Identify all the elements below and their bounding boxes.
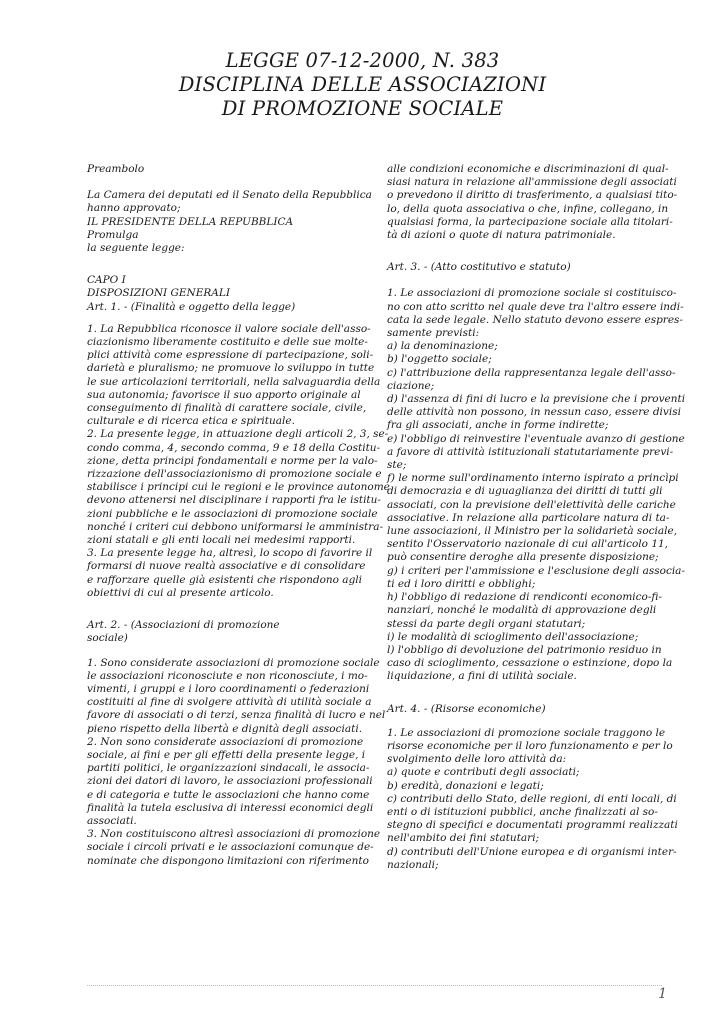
text-line: zioni statali e gli enti locali nei medesimi rapporti.: [87, 534, 356, 547]
text-line: d) l'assenza di fini di lucro e la previsione che i proventi: [387, 393, 686, 406]
capo-number: CAPO I: [87, 274, 126, 287]
title-line: DISCIPLINA DELLE ASSOCIAZIONI: [178, 73, 547, 96]
text-line: d) contributi dell'Unione europea e di organismi inter-: [387, 845, 677, 858]
text-line: sociale i circoli privati e le associazioni comunque de-: [87, 841, 374, 854]
text-line: ciazionismo liberamente costituito e delle sue molte-: [87, 336, 368, 349]
text-line: f) le norme sull'ordinamento interno ispirato a princìpi: [387, 472, 679, 485]
text-line: sociale, ai fini e per gli effetti della presente legge, i: [87, 748, 366, 761]
art1-heading: Art. 1. - (Finalità e oggetto della legge): [87, 300, 296, 313]
text-line: siasi natura in relazione all'ammissione degli associati: [387, 176, 677, 189]
text-line: h) l'obbligo di redazione di rendiconti economico-fi-: [387, 591, 662, 604]
text-line: La Camera dei deputati ed il Senato della Repubblica: [87, 189, 372, 202]
text-line: ciazione;: [387, 379, 435, 392]
text-line: enti o di istituzioni pubblici, anche finalizzati al so-: [387, 805, 658, 818]
text-line: l) l'obbligo di devoluzione del patrimonio residuo in: [387, 643, 662, 656]
left-column: [87, 163, 390, 868]
text-line: c) l'attribuzione della rappresentanza legale dell'asso-: [387, 366, 676, 379]
text-line: ti ed i loro diritti e obblighi;: [387, 577, 536, 590]
title-line: LEGGE 07-12-2000, N. 383: [225, 49, 500, 72]
text-line: zioni pubbliche e le associazioni di promozione sociale: [87, 507, 378, 520]
text-line: g) i criteri per l'ammissione e l'esclusione degli associa-: [387, 564, 685, 577]
text-line: i) le modalità di scioglimento dell'associazione;: [387, 630, 639, 643]
text-line: 1. Sono considerate associazioni di promozione sociale: [87, 656, 380, 669]
text-line: darietà e pluralismo; ne promuove lo sviluppo in tutte: [87, 362, 375, 375]
title-line: DI PROMOZIONE SOCIALE: [221, 97, 504, 120]
text-line: lo, della quota associativa o che, infine, collegano, in: [387, 202, 669, 215]
text-line: 2. Non sono considerate associazioni di promozione: [87, 735, 364, 748]
text-line: le sue articolazioni territoriali, nella salvaguardia della: [87, 375, 381, 388]
art4-text: [387, 726, 678, 872]
text-line: cata la sede legale. Nello statuto devono essere espres-: [387, 313, 683, 326]
text-line: nell'ambito dei fini statutari;: [387, 832, 540, 845]
text-line: o prevedono il diritto di trasferimento, a qualsiasi tito-: [387, 189, 678, 202]
text-line: 3. Non costituiscono altresì associazioni di promozione: [87, 828, 381, 841]
text-line: lune associazioni, il Ministro per la solidarietà sociale,: [387, 525, 678, 538]
text-line: associati.: [87, 814, 137, 827]
text-line: a favore di attività istituzionali statutariamente previ-: [387, 445, 674, 458]
text-line: plici attività come espressione di partecipazione, soli-: [87, 349, 374, 362]
text-line: obiettivi di cui al presente articolo.: [87, 586, 274, 599]
art2-heading-line: Art. 2. - (Associazioni di promozione: [87, 619, 280, 632]
preamble-text: [87, 189, 375, 255]
art3-text: [387, 287, 686, 683]
text-line: a) quote e contributi degli associati;: [387, 766, 580, 779]
text-line: 1. La Repubblica riconosce il valore sociale dell'asso-: [87, 322, 371, 335]
text-line: partiti politici, le organizzazioni sindacali, le associa-: [87, 762, 370, 775]
text-line: qualsiasi forma, la partecipazione sociale alla titolari-: [387, 215, 673, 228]
text-line: condo comma, 4, secondo comma, 9 e 18 della Costitu-: [87, 441, 381, 454]
text-line: nonché i criteri cui debbono uniformarsi le amministra-: [87, 520, 384, 533]
text-line: caso di scioglimento, cessazione o estinzione, dopo la: [387, 657, 673, 670]
text-line: la seguente legge:: [87, 242, 185, 255]
text-line: 3. La presente legge ha, altresì, lo scopo di favorire il: [87, 547, 373, 560]
art2-text: [87, 656, 386, 868]
text-line: pieno rispetto della libertà e dignità degli associati.: [87, 722, 363, 735]
text-line: culturale e di ricerca etica e spirituale.: [87, 415, 295, 428]
text-line: nanziari, nonché le modalità di approvazione degli: [387, 604, 657, 617]
text-line: formarsi di nuove realtà associative e di consolidare: [87, 560, 366, 573]
text-line: nominate che dispongono limitazioni con riferimento: [87, 854, 369, 867]
text-line: le associazioni riconosciute e non riconosciute, i mo-: [87, 669, 368, 682]
text-line: svolgimento delle loro attività da:: [387, 753, 567, 766]
art2-continued-text: [387, 163, 678, 242]
text-line: devono attenersi nel disciplinare i rapporti fra le istitu-: [87, 494, 381, 507]
text-line: zione, detta principi fondamentali e norme per la valo-: [87, 454, 378, 467]
text-line: 1. Le associazioni di promozione sociale traggono le: [387, 726, 666, 739]
text-line: finalità la tutela esclusiva di interessi economici degli: [87, 801, 374, 814]
text-line: samente previsti:: [387, 327, 480, 340]
text-line: liquidazione, a fini di utilità sociale.: [387, 670, 577, 683]
art1-text: [87, 322, 390, 600]
text-line: favore di associati o di terzi, senza finalità di lucro e nel: [87, 709, 386, 722]
text-line: e di categoria e tutte le associazioni che hanno come: [87, 788, 370, 801]
text-line: 1. Le associazioni di promozione sociale si costituisco-: [387, 287, 677, 300]
text-line: Promulga: [87, 228, 139, 241]
text-line: vimenti, i gruppi e i loro coordinamenti o federazioni: [87, 682, 370, 695]
footer-divider: [87, 985, 662, 986]
text-line: stegno di specifici e documentati programmi realizzati: [387, 819, 678, 832]
text-line: e rafforzare quelle già esistenti che rispondono agli: [87, 573, 363, 586]
text-line: alle condizioni economiche e discriminazioni di qual-: [387, 163, 669, 175]
text-line: IL PRESIDENTE DELLA REPUBBLICA: [87, 215, 294, 228]
text-line: ste;: [387, 459, 407, 472]
text-line: nazionali;: [387, 858, 439, 871]
art4-heading: Art. 4. - (Risorse economiche): [387, 702, 546, 715]
text-line: sua autonomia; favorisce il suo apporto originale al: [87, 388, 361, 401]
right-column: [387, 163, 686, 872]
text-line: b) l'oggetto sociale;: [387, 353, 492, 366]
text-line: c) contributi dello Stato, delle regioni, di enti locali, di: [387, 792, 677, 805]
text-line: delle attività non possono, in nessun caso, essere divisi: [387, 406, 681, 419]
text-line: stessi da parte degli organi statutari;: [387, 617, 586, 630]
text-line: associati, con la previsione dell'elettività delle cariche: [387, 498, 676, 511]
text-line: risorse economiche per il loro funzionamento e per lo: [387, 739, 673, 752]
text-line: stabilisce i principi cui le regioni e le province autonome: [87, 481, 390, 494]
text-line: tà di azioni o quote di natura patrimoniale.: [387, 229, 616, 242]
text-line: conseguimento di finalità di carattere sociale, civile,: [87, 402, 367, 415]
text-line: a) la denominazione;: [387, 340, 498, 353]
text-line: rizzazione dell'associazionismo di promozione sociale e: [87, 468, 382, 481]
text-line: fra gli associati, anche in forme indirette;: [387, 419, 609, 432]
text-line: no con atto scritto nel quale deve tra l'altro essere indi-: [387, 300, 684, 313]
preamble-label: Preambolo: [87, 163, 145, 175]
text-line: associative. In relazione alla particolare natura di ta-: [387, 511, 670, 524]
page-number: 1: [658, 986, 667, 1002]
text-line: e) l'obbligo di reinvestire l'eventuale avanzo di gestione: [387, 432, 685, 445]
text-line: può consentire deroghe alla presente disposizione;: [387, 551, 659, 564]
capo-title: DISPOSIZIONI GENERALI: [87, 287, 231, 300]
art3-heading: Art. 3. - (Atto costitutivo e statuto): [387, 261, 571, 274]
text-line: hanno approvato;: [87, 202, 181, 215]
text-line: b) eredità, donazioni e legati;: [387, 779, 544, 792]
text-line: zioni dei datori di lavoro, le associazioni professionali: [87, 775, 373, 788]
document-title: [0, 49, 725, 121]
text-line: costituiti al fine di svolgere attività di utilità sociale a: [87, 696, 372, 709]
text-line: di democrazia e di uguaglianza dei diritti di tutti gli: [387, 485, 663, 498]
text-line: 2. La presente legge, in attuazione degli articoli 2, 3, se-: [87, 428, 389, 441]
art2-heading-line: sociale): [87, 632, 128, 645]
text-line: sentito l'Osservatorio nazionale di cui all'articolo 11,: [387, 538, 669, 551]
